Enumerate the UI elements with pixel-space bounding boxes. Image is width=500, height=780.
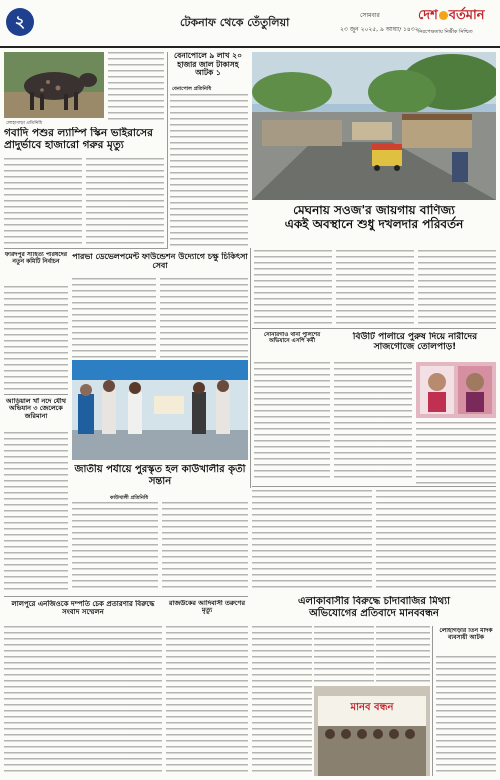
section-title: টেকনাফ থেকে তেঁতুলিয়া xyxy=(180,16,290,29)
meghna-body-1 xyxy=(254,250,332,326)
masthead-day: সোমবার xyxy=(360,12,380,19)
pharaoh-body-1 xyxy=(72,278,156,358)
column-rule-2 xyxy=(250,248,251,488)
parlor-body-4 xyxy=(376,490,496,590)
meghna-headline xyxy=(252,204,496,244)
human-chain-body-1 xyxy=(252,626,312,776)
human-chain-photo xyxy=(314,686,430,776)
gourd-headline: সোনারগাঁও থানা পুলিশের অভিযানে এসপি কর্মী xyxy=(263,332,321,345)
benapole-byline: বেনাপোল প্রতিনিধি xyxy=(172,86,212,92)
cattle-photo xyxy=(4,52,104,118)
meghna-headline-line1: মেঘনায় সওজ'র জায়গায় বাণিজ্য xyxy=(293,204,455,217)
masthead xyxy=(0,0,500,48)
human-chain-headline-line2: অভিযোগের প্রতিবাদে মানববন্ধন xyxy=(309,607,439,619)
logo-part2: বর্তমান xyxy=(448,8,485,23)
parlor-body-3 xyxy=(252,490,372,590)
parlor-headline: বিউটি পার্লারে পুরুষ দিয়ে নারীদের সাজগোজে তোলপাড়! xyxy=(352,332,478,353)
section-rule-2 xyxy=(252,328,496,329)
human-chain-headline-line1: এলাকাবাসীর বিরুদ্ধে চাঁদাবাজির মিথ্যা xyxy=(297,596,451,607)
parlor-photo xyxy=(416,362,496,418)
cattle-body-left xyxy=(4,158,82,244)
jatiyo-body-1 xyxy=(72,502,158,592)
page-number: ২ xyxy=(6,8,34,36)
parlor-body-1 xyxy=(334,362,412,482)
cattle-intro-text xyxy=(108,52,164,122)
lohagara-headline-visible: লোহাগড়ার তিন মাদক ব্যবসায়ী আটক xyxy=(439,628,493,641)
human-chain-banner-text: মানব বন্ধন xyxy=(350,702,394,713)
domestic-headline: রাজউকের আদিবাসী তরুণের মৃত্যু xyxy=(168,600,246,615)
jatiyo-body-2 xyxy=(162,502,248,592)
lohagara-body xyxy=(436,656,496,776)
human-chain-headline xyxy=(252,596,496,619)
masthead-date: ২৩ জুন ২০২৫, ৯ আষাঢ় ১৪৩২ xyxy=(340,26,419,33)
aphiyat-headline: আড়িয়াল খাঁ নদে যৌথ অভিযান ৩ জেলেকে জরিমানা xyxy=(6,398,66,420)
domestic-body xyxy=(166,626,248,776)
sun-icon xyxy=(439,11,448,20)
lalpur-body xyxy=(4,626,162,776)
meghna-headline-line2: একই অবস্থানে শুধু দখলদার পরিবর্তন xyxy=(284,216,464,231)
logo-part1: দেশ xyxy=(418,8,438,23)
meghna-body-3 xyxy=(418,250,496,326)
cattle-photo-caption: লোহাগাড়া প্রতিনিধি xyxy=(6,121,43,126)
pharaoh-body-2 xyxy=(160,278,248,358)
faridpur-body xyxy=(4,286,68,392)
benapole-continued xyxy=(170,190,248,246)
benapole-headline: বেনাপোলে ৯ লাখ ২০ হাজার জাল টাকাসহ আটক ১ xyxy=(174,52,242,78)
human-chain-body-2 xyxy=(314,626,374,684)
column-rule xyxy=(167,52,168,248)
meghna-body-2 xyxy=(336,250,414,326)
jatiyo-byline: কাউখালী প্রতিনিধি xyxy=(110,495,149,501)
pharaoh-headline: পারভা ডেভেলপমেন্ট ফাউন্ডেশন উদ্যোগে চক্ষু চিকিৎসা সেবা xyxy=(72,252,248,271)
cattle-headline: গবাদি পশুর ল্যাম্পি স্কিন ভাইরাসের প্রাদুর্ভাবে হাজারো গরুর মৃত্যু xyxy=(4,127,153,152)
newspaper-logo xyxy=(418,6,496,37)
section-rule-5 xyxy=(252,486,496,487)
human-chain-body-3 xyxy=(376,626,430,684)
section-rule-4 xyxy=(4,596,248,597)
logo-tagline: নিরপেক্ষতায় নির্ভীক নিশ্চিত xyxy=(418,29,473,35)
faridpur-headline: ফরিদপুর সাহিত্য পরিষদের নতুন কমিটি নির্বাচন xyxy=(4,252,68,265)
section-rule xyxy=(4,248,168,249)
benapole-body xyxy=(170,94,248,186)
market-street-photo xyxy=(252,52,496,200)
parlor-body-2 xyxy=(416,422,496,484)
lalpur-headline: লালপুরে এনজিওকে দম্পতি চেক প্রতারণার বিরুদ্ধে সংবাদ সম্মেলন xyxy=(11,600,155,617)
section-rule-3 xyxy=(4,394,68,395)
gourd-body xyxy=(254,362,330,482)
jatiyo-headline: জাতীয় পর্যায়ে পুরস্কৃত হল কাউখালীর কৃতী সন্তান xyxy=(74,464,246,487)
column-rule-3 xyxy=(432,626,433,776)
award-ceremony-photo xyxy=(72,360,248,460)
cattle-body-right xyxy=(86,158,164,244)
aphiyat-body xyxy=(4,432,68,592)
